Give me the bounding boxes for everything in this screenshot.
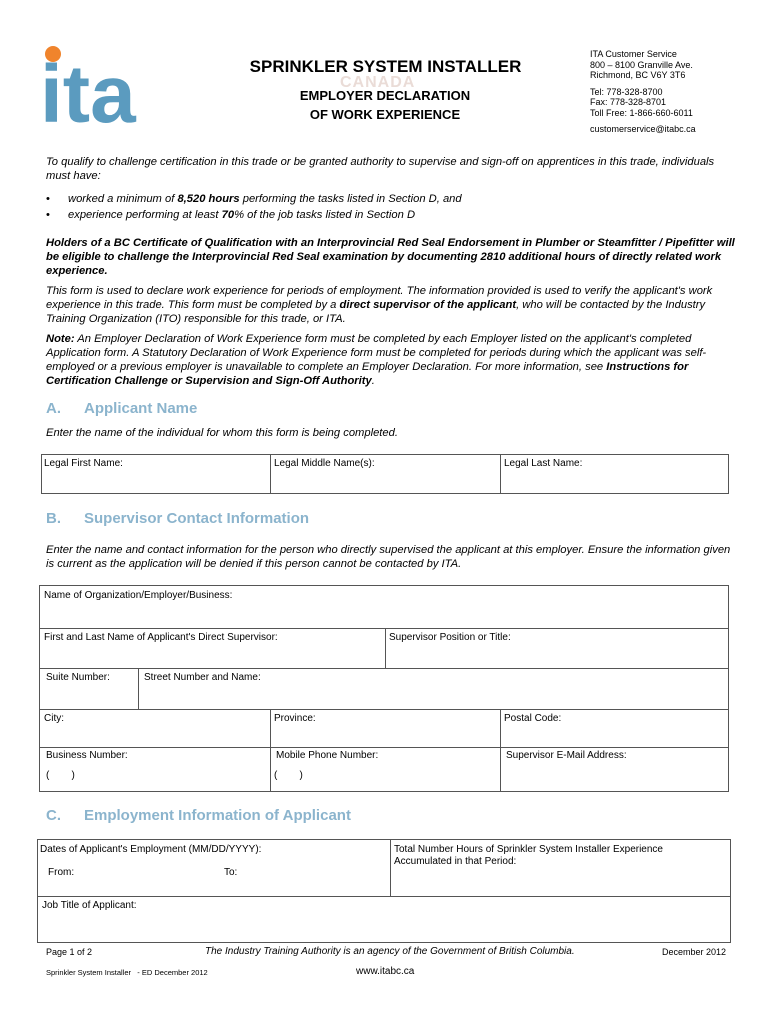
mobile-phone-area-code: ( ) xyxy=(274,770,303,781)
section-a-instructions: Enter the name of the individual for whom this form is being completed. xyxy=(46,427,398,439)
employment-table xyxy=(37,839,731,943)
employment-dates-label: Dates of Applicant's Employment (MM/DD/YYYY): xyxy=(40,844,262,855)
supervisor-position-field[interactable]: Supervisor Position or Title: xyxy=(389,632,511,643)
supervisor-name-field[interactable]: First and Last Name of Applicant's Direct Supervisor: xyxy=(44,632,278,643)
applicant-name-table xyxy=(41,454,729,494)
note-paragraph: Note: An Employer Declaration of Work Experience form must be completed by each Employer listed on the applicant's completed Application form. A Statutory Declaration of Work Experience form must be completed for periods during which the applicant was self-employed or a previous employer is unavailable to complete an Employer Declaration. For more information, see Instructions for Certification Challenge or Supervision and Sign-Off Authority. xyxy=(46,333,707,387)
footer-date: December 2012 xyxy=(662,947,727,957)
contact-email[interactable]: customerservice@itabc.ca xyxy=(590,124,696,134)
watermark: CANADA xyxy=(340,74,416,91)
requirements-list xyxy=(46,191,736,223)
holders-paragraph: Holders of a BC Certificate of Qualification with an Interprovincial Red Seal Endorsement in Plumber or Steamfitter / Pipefitter will be eligible to challenge the Interprovincial Red Seal examination by documenting 2810 additional hours of directly related work experience. xyxy=(46,237,735,277)
legal-last-name-field[interactable]: Legal Last Name: xyxy=(504,458,583,469)
contact-address-1: 800 – 8100 Granville Ave. xyxy=(590,59,693,70)
ita-logo xyxy=(40,42,155,127)
section-c-heading: C. Employment Information of Applicant xyxy=(46,807,351,824)
section-b-instructions: Enter the name and contact information for the person who directly supervised the applicant at this employer. Ensure the information given is current as the application will be denied if this person cannot be contacted by ITA. xyxy=(46,544,731,570)
contact-tollfree: Toll Free: 1-866-660-6011 xyxy=(590,107,693,118)
postal-code-field[interactable]: Postal Code: xyxy=(504,713,562,724)
business-number-area-code: ( ) xyxy=(46,770,75,781)
supervisor-table xyxy=(39,585,729,792)
legal-middle-name-field[interactable]: Legal Middle Name(s): xyxy=(274,458,375,469)
contact-name: ITA Customer Service xyxy=(590,49,677,59)
to-date-field[interactable]: To: xyxy=(224,867,238,878)
city-field[interactable]: City: xyxy=(44,713,64,724)
bullet-icon: • xyxy=(46,193,50,205)
from-date-field[interactable]: From: xyxy=(48,867,75,878)
form-subtitle xyxy=(270,86,500,124)
list-item: • worked a minimum of 8,520 hours performing the tasks listed in Section D, and xyxy=(46,193,462,205)
note-label: Note: xyxy=(46,333,75,345)
job-title-field[interactable]: Job Title of Applicant: xyxy=(42,900,137,911)
list-item: • experience performing at least 70% of the job tasks listed in Section D xyxy=(46,209,416,221)
legal-first-name-field[interactable]: Legal First Name: xyxy=(44,458,123,469)
organization-name-field[interactable]: Name of Organization/Employer/Business: xyxy=(44,590,233,601)
subtitle-line-2: OF WORK EXPERIENCE xyxy=(309,107,461,122)
mobile-phone-field[interactable]: Mobile Phone Number: xyxy=(276,750,379,761)
form-use-paragraph: This form is used to declare work experience for periods of employment. The information provided is used to verify the applicant's work experience in this trade. This form must be completed by a direct supervisor of the applicant, who will be contacted by the Industry Training Organization (ITO) responsible for this trade, or ITA. xyxy=(46,285,713,325)
contact-address-2: Richmond, BC V6Y 3T6 xyxy=(590,70,686,80)
total-hours-field[interactable]: Total Number Hours of Sprinkler System Installer Experience Accumulated in that Period: xyxy=(394,844,663,867)
section-a-heading: A. Applicant Name xyxy=(46,400,198,417)
suite-number-field[interactable]: Suite Number: xyxy=(46,672,110,683)
contact-block xyxy=(590,49,760,135)
section-b-heading: B. Supervisor Contact Information xyxy=(46,510,310,527)
street-field[interactable]: Street Number and Name: xyxy=(144,672,261,683)
intro-text: To qualify to challenge certification in this trade or be granted authority to supervise and sign-off on apprentices in this trade, individuals must have: xyxy=(46,156,715,182)
business-number-field[interactable]: Business Number: xyxy=(46,750,128,761)
form-title: SPRINKLER SYSTEM INSTALLER xyxy=(249,57,522,76)
subtitle-line-1: EMPLOYER DECLARATION xyxy=(299,88,471,103)
contact-fax: Fax: 778-328-8701 xyxy=(590,97,667,107)
document-id: Sprinkler System Installer - ED December 2012 xyxy=(46,968,208,977)
logo-text: ita xyxy=(40,49,136,127)
page-number: Page 1 of 2 xyxy=(46,947,93,957)
bullet-icon: • xyxy=(46,209,50,221)
website-link[interactable]: www.itabc.ca xyxy=(356,966,415,977)
province-field[interactable]: Province: xyxy=(274,713,316,724)
agency-statement: The Industry Training Authority is an agency of the Government of British Columbia. xyxy=(205,946,575,957)
supervisor-email-field[interactable]: Supervisor E-Mail Address: xyxy=(506,750,627,761)
contact-tel: Tel: 778-328-8700 xyxy=(590,86,663,97)
